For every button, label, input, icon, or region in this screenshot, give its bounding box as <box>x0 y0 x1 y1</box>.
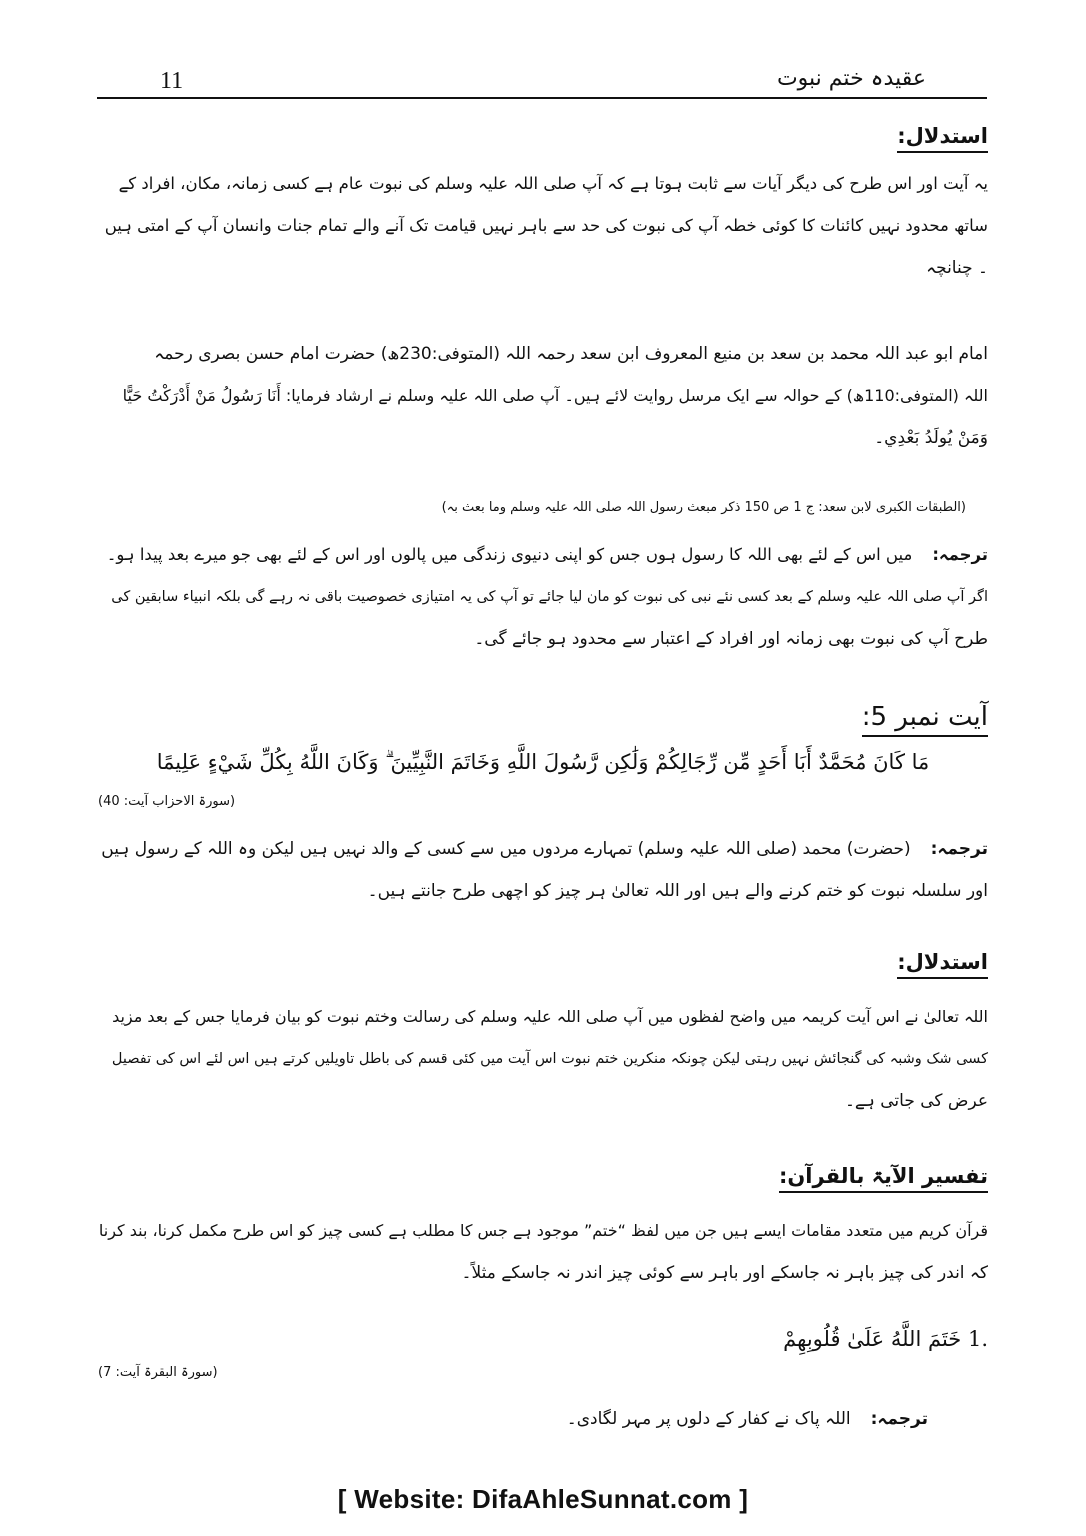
paragraph-line <box>98 1318 988 1360</box>
paragraph-line: وَمَنْ يُولَدُ بَعْدِي۔ <box>874 428 988 448</box>
website-footer: [ Website: DifaAhleSunnat.com ] <box>337 1484 749 1514</box>
paragraph-line: اور سلسلہ نبوت کو ختم کرنے والے ہیں اور اللہ تعالیٰ ہر چیز کو اچھی طرح جانتے ہیں۔ <box>367 881 988 901</box>
paragraph-line: اللہ (المتوفی:110ھ) کے حوالہ سے ایک مرسل روایت لائے ہیں۔ آپ صلی اللہ علیہ وسلم نے ارشاد فرمایا: أَنَا رَسُولُ مَنْ أَدْرَكْتُ حَيًّا <box>122 386 988 405</box>
translation-text: (حضرت) محمد (صلی اللہ علیہ وسلم) تمہارے مردوں میں سے کسی کے والد نہیں ہیں لیکن وہ اللہ کے رسول ہیں <box>101 839 911 859</box>
section-heading-istidlal-2: استدلال: <box>897 950 988 979</box>
running-title: عقیدہ ختم نبوت <box>776 66 926 91</box>
translation-text: میں اس کے لئے بھی اللہ کا رسول ہوں جس کو اپنی دنیوی زندگی میں پالوں اور اس کے لئے بھی جو میرے بعد پیدا ہو۔ <box>106 545 913 564</box>
paragraph-translation-3 <box>98 1398 988 1440</box>
translation-label: ترجمہ: <box>932 545 988 564</box>
quran-verse-baqarah: خَتَمَ اللَّهُ عَلَىٰ قُلُوبِهِمْ <box>783 1327 962 1351</box>
paragraph-istidlal-2 <box>98 996 988 1122</box>
reference-ahzab: (سورۃ الاحزاب آیت: 40) <box>98 794 236 809</box>
paragraph-tafsir <box>98 1210 988 1294</box>
paragraph-line: یہ آیت اور اس طرح کی دیگر آیات سے ثابت ہوتا ہے کہ آپ صلی اللہ علیہ وسلم کی نبوت عام ہے کسی زمانہ، مکان، افراد کے <box>118 174 988 193</box>
page-number: 11 <box>160 68 184 94</box>
paragraph-line <box>98 828 988 870</box>
section-heading-ayah-5: آیت نمبر 5: <box>862 702 988 737</box>
paragraph-line: امام ابو عبد اللہ محمد بن سعد بن منیع المعروف ابن سعد رحمہ اللہ (المتوفی:230ھ) حضرت امام حسن بصری رحمہ <box>154 344 988 364</box>
reference-tabaqat: (الطبقات الکبری لابن سعد: ج 1 ص 150 ذکر مبعث رسول اللہ صلی اللہ علیہ وسلم وما بعث بہ) <box>441 500 966 515</box>
paragraph-line <box>98 1398 988 1440</box>
paragraph-line: قرآن کریم میں متعدد مقامات ایسے ہیں جن میں لفظ “ختم” موجود ہے جس کا مطلب ہے کسی چیز کو اس طرح مکمل کرنا، بند کرنا <box>98 1221 988 1240</box>
paragraph-istidlal-1 <box>98 163 988 289</box>
translation-label: ترجمہ: <box>870 1409 928 1429</box>
paragraph-line: ساتھ محدود نہیں کائنات کا کوئی خطہ آپ کی نبوت کی حد سے باہر نہیں قیامت تک آنے والے تمام جنات وانسان آپ کے امتی ہیں <box>104 216 988 235</box>
paragraph-ibn-saad <box>98 333 988 459</box>
quran-verse-ahzab: مَا كَانَ مُحَمَّدٌ أَبَا أَحَدٍ مِّن رِّجَالِكُمْ وَلَٰكِن رَّسُولَ اللَّهِ وَخَاتَمَ النَّبِيِّينَ ۗ وَكَانَ اللَّهُ بِكُلِّ شَيْءٍ عَلِيمًا <box>156 750 930 774</box>
translation-text: اللہ پاک نے کفار کے دلوں پر مہر لگادی۔ <box>566 1409 851 1429</box>
paragraph-line: ۔ چنانچہ <box>926 258 988 278</box>
paragraph-line <box>98 534 988 576</box>
paragraph-line: اللہ تعالیٰ نے اس آیت کریمہ میں واضح لفظوں میں آپ صلی اللہ علیہ وسلم کی رسالت وختم نبوت کو بیان فرمایا جس کے بعد مزید <box>112 1007 988 1026</box>
translation-label: ترجمہ: <box>930 839 988 859</box>
paragraph-line: کسی شک وشبہ کی گنجائش نہیں رہتی لیکن چونکہ منکرین ختم نبوت اس آیت میں کئی قسم کی باطل تاویلیں کرتے ہیں اس لئے اس کی تفصیل <box>111 1051 988 1067</box>
section-heading-tafsir: تفسیر الآیۃ بالقرآن: <box>779 1164 988 1193</box>
item-number: 1. <box>967 1327 988 1351</box>
numbered-verse <box>98 1318 988 1360</box>
paragraph-line: عرض کی جاتی ہے۔ <box>844 1091 988 1111</box>
paragraph-translation-2 <box>98 828 988 912</box>
paragraph-translation-1 <box>98 534 988 660</box>
paragraph-line: کہ اندر کی چیز باہر نہ جاسکے اور باہر سے کوئی چیز اندر نہ جاسکے مثلاً۔ <box>461 1263 988 1283</box>
paragraph-line: طرح آپ کی نبوت بھی زمانہ اور افراد کے اعتبار سے محدود ہو جائے گی۔ <box>474 629 988 649</box>
paragraph-line: اگر آپ صلی اللہ علیہ وسلم کے بعد کسی نئے نبی کی نبوت کو مان لیا جائے تو آپ کی یہ امتیازی خصوصیت باقی نہ رہے گی بلکہ انبیاء سابقین کی <box>111 589 988 605</box>
section-heading-istidlal-1: استدلال: <box>897 124 988 153</box>
header-rule <box>97 97 987 99</box>
reference-baqarah: (سورۃ البقرۃ آیت: 7) <box>98 1365 218 1380</box>
